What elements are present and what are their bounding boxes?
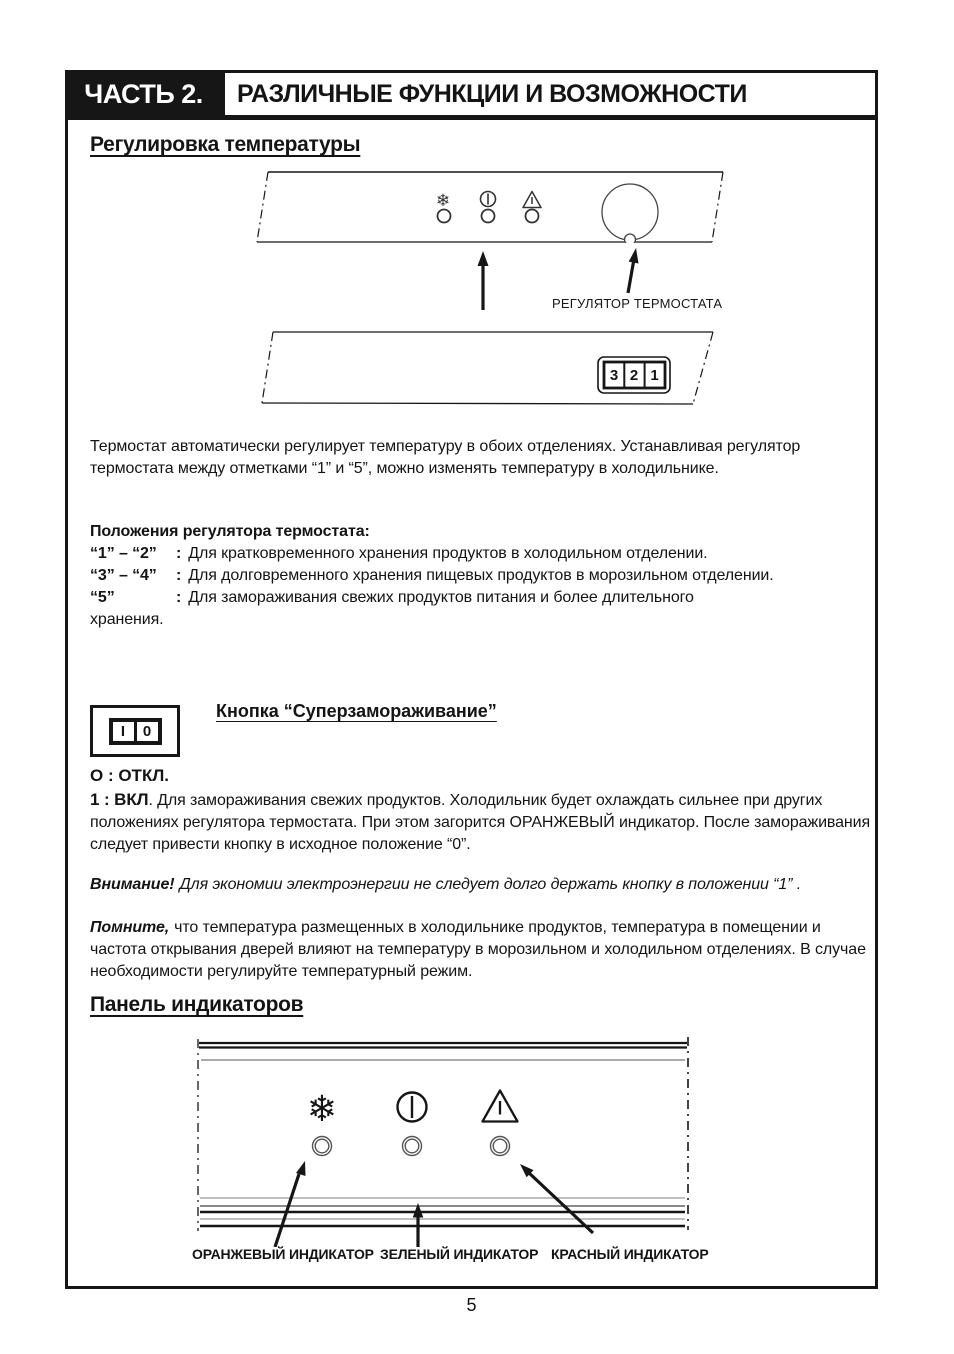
- snowflake-icon: ❄: [435, 191, 451, 210]
- switch-on-paragraph: 1 : ВКЛ. Для замораживания свежих продуктов. Холодильник будет охлаждать сильнее при других положениях регулятора термостата. При этом загорится ОРАНЖЕВЫЙ индикатор. После замораживания следует привести кнопку в исходное положение “0”.: [90, 790, 871, 853]
- snowflake-icon: ❄: [306, 1088, 338, 1129]
- display-digit: 3: [609, 367, 619, 384]
- position-item: “3” – “4” : Для долговременного хранения пищевых продуктов в морозильном отделении.: [90, 567, 774, 584]
- switch-off-label: О : ОТКЛ.: [90, 766, 169, 785]
- switch-on-cell: I: [113, 722, 134, 741]
- display-digit: 2: [629, 367, 639, 384]
- indicator-led: [526, 210, 539, 223]
- indicator-label-orange: ОРАНЖЕВЫЙ ИНДИКАТОР: [192, 1246, 374, 1262]
- page-title: РАЗЛИЧНЫЕ ФУНКЦИИ И ВОЗМОЖНОСТИ: [222, 70, 878, 118]
- switch-off-cell: 0: [134, 722, 158, 741]
- position-item: “5” : Для замораживания свежих продуктов питания и более длительного: [90, 589, 694, 606]
- indicator-led: [482, 210, 495, 223]
- orange-indicator-arrow: [275, 1161, 306, 1247]
- thermostat-knob: [602, 184, 658, 249]
- section-heading-indicators: Панель индикаторов: [90, 993, 304, 1016]
- position-item: “1” – “2” : Для кратковременного хранения продуктов в холодильном отделении.: [90, 545, 708, 562]
- intro-paragraph: Термостат автоматически регулирует температуру в обоих отделениях. Устанавливая регулятор термостата между отметками “1” и “5”, можно изменять температуру в холодильнике.: [90, 438, 801, 477]
- remember-paragraph: Помните, что температура размещенных в холодильнике продуктов, температура в помещении и частота открывания дверей влияют на температуру в морозильном и холодильном отделениях. В случае необходимости регулируйте температурный режим.: [90, 919, 866, 980]
- superfreeze-heading: Кнопка “Суперзамораживание”: [216, 701, 497, 721]
- display-digit: 1: [650, 367, 659, 384]
- attention-paragraph: Внимание! Для экономии электроэнергии не следует долго держать кнопку в положении “1” .: [90, 876, 802, 893]
- indicator-label-green: ЗЕЛЕНЫЙ ИНДИКАТОР: [380, 1246, 539, 1262]
- warning-icon: [523, 192, 541, 208]
- indicator-panel-diagram: [195, 1035, 695, 1247]
- superfreeze-switch-icon: [90, 705, 180, 757]
- regulator-label: РЕГУЛЯТОР ТЕРМОСТАТА: [552, 296, 723, 311]
- thermostat-display-321: [598, 357, 670, 393]
- panel-bottom-lines: [200, 1198, 685, 1226]
- control-panel-diagram: [240, 163, 740, 415]
- indicator-led: [438, 210, 451, 223]
- power-icon: [481, 192, 496, 207]
- warning-icon: [483, 1091, 518, 1122]
- green-indicator-led: [403, 1137, 422, 1156]
- orange-indicator-led: [313, 1137, 332, 1156]
- thermostat-positions: [90, 521, 872, 631]
- indicator-label-red: КРАСНЫЙ ИНДИКАТОР: [551, 1246, 709, 1262]
- thermostat-arrow: [628, 248, 639, 293]
- panel-top-lines: [199, 1043, 687, 1060]
- red-indicator-led: [491, 1137, 510, 1156]
- page-number: 5: [466, 1295, 477, 1315]
- part-label: ЧАСТЬ 2.: [65, 70, 222, 118]
- power-icon: [398, 1093, 427, 1122]
- position-item-continuation: хранения.: [90, 611, 164, 628]
- panel-arrow: [478, 251, 489, 310]
- positions-heading: Положения регулятора термостата:: [90, 523, 370, 540]
- section-heading-temperature: Регулировка температуры: [90, 133, 361, 156]
